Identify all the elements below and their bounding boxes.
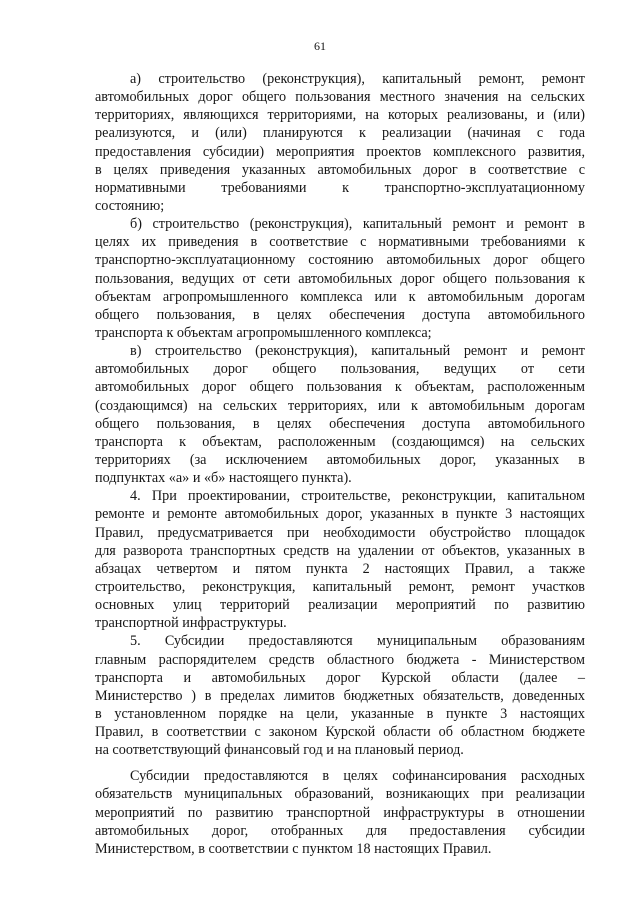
- text-line: 4. При проектировании, строительстве, реконструкции, капитальном: [130, 488, 585, 505]
- paragraph-point-4: [95, 487, 585, 632]
- text-line: Субсидии предоставляются в целях софинансирования расходных: [130, 768, 585, 785]
- text-line: предоставления субсидии) мероприятия проектов комплексного развития,: [95, 143, 585, 160]
- body-text: [95, 70, 585, 858]
- text-line: автомобильных дорог, отобранных для предоставления субсидии: [95, 822, 585, 839]
- text-line: автомобильных дорог общего пользования местного значения на сельских: [95, 89, 585, 106]
- text-line: обязательств муниципальных образований, возникающих при реализации: [95, 786, 585, 803]
- paragraph-subitem-v: [95, 342, 585, 487]
- paragraph-point-5: [95, 632, 585, 759]
- text-line: общего пользования, в целях обеспечения доступа автомобильного: [95, 306, 585, 323]
- text-line: Министерство ) в пределах лимитов бюджетных обязательств, доведенных: [95, 687, 585, 704]
- text-line: транспортной инфраструктуры.: [95, 615, 287, 632]
- text-line: б) строительство (реконструкция), капитальный ремонт и ремонт в: [130, 216, 585, 233]
- text-line: Министерством, в соответствии с пунктом 18 настоящих Правил.: [95, 840, 492, 857]
- text-line: ремонте и ремонте автомобильных дорог, указанных в пункте 3 настоящих: [95, 506, 585, 523]
- text-line: для разворота транспортных средств на удалении от объектов, указанных в: [95, 542, 585, 559]
- page-number: 61: [314, 39, 326, 53]
- text-line: Правил, предусматривается при необходимости обустройство площадок: [95, 524, 585, 541]
- paragraph-subsidies: [95, 767, 585, 858]
- text-line: территориях (за исключением автомобильных дорог, указанных в: [95, 451, 585, 468]
- text-line: пользования, ведущих от сети автомобильных дорог общего пользования к: [95, 270, 585, 287]
- paragraph-subitem-b: [95, 215, 585, 342]
- text-line: абзацах четвертом и пятом пункта 2 настоящих Правил, а также: [95, 560, 585, 577]
- text-line: объектам агропромышленного комплекса или к автомобильным дорогам: [95, 288, 585, 305]
- text-line: целях их приведения в соответствие с нормативными требованиями к: [95, 234, 585, 251]
- text-line: в целях приведения указанных автомобильных дорог в соответствие с: [95, 161, 585, 178]
- text-line: в) строительство (реконструкция), капитальный ремонт и ремонт: [130, 343, 585, 360]
- text-line: основных улиц территорий реализации мероприятий по развитию: [95, 597, 585, 614]
- text-line: нормативными требованиями к транспортно-эксплуатационному: [95, 179, 585, 196]
- text-line: а) строительство (реконструкция), капитальный ремонт, ремонт: [130, 71, 585, 87]
- paragraph-subitem-a: [95, 70, 585, 215]
- text-line: транспорта к объектам агропромышленного комплекса;: [95, 324, 432, 341]
- text-line: мероприятий по развитию транспортной инфраструктуры в отношении: [95, 804, 585, 821]
- text-line: транспорта к объектам, расположенным (создающимся) на сельских: [95, 433, 585, 450]
- text-line: общего пользования, в целях обеспечения доступа автомобильного: [95, 415, 585, 432]
- text-line: территориях, являющихся территориями, на которых реализованы, и (или): [95, 107, 585, 124]
- text-line: реализуются, и (или) планируются к реализации (начиная с года: [95, 125, 585, 142]
- text-line: транспорта и автомобильных дорог Курской области (далее –: [95, 669, 585, 686]
- text-line: автомобильных дорог общего пользования, ведущих от сети: [95, 361, 585, 378]
- text-line: главным распорядителем средств областного бюджета - Министерством: [95, 651, 585, 668]
- text-line: транспортно-эксплуатационному состоянию автомобильных дорог общего: [95, 252, 585, 269]
- text-line: на соответствующий финансовый год и на плановый период.: [95, 742, 464, 759]
- text-line: в установленном порядке на цели, указанные в пункте 3 настоящих: [95, 705, 585, 722]
- text-line: подпунктах «а» и «б» настоящего пункта).: [95, 470, 352, 487]
- text-line: Правил, в соответствии с законом Курской области об областном бюджете: [95, 724, 585, 741]
- text-line: автомобильных дорог общего пользования к объектам, расположенным: [95, 379, 585, 396]
- text-line: 5. Субсидии предоставляются муниципальным образованиям: [130, 633, 585, 650]
- paragraph-gap: [95, 759, 585, 767]
- text-line: состоянию;: [95, 197, 165, 214]
- text-line: строительство, реконструкция, капитальный ремонт, ремонт участков: [95, 578, 585, 595]
- text-line: (создающимся) на сельских территориях, или к автомобильным дорогам: [95, 397, 585, 414]
